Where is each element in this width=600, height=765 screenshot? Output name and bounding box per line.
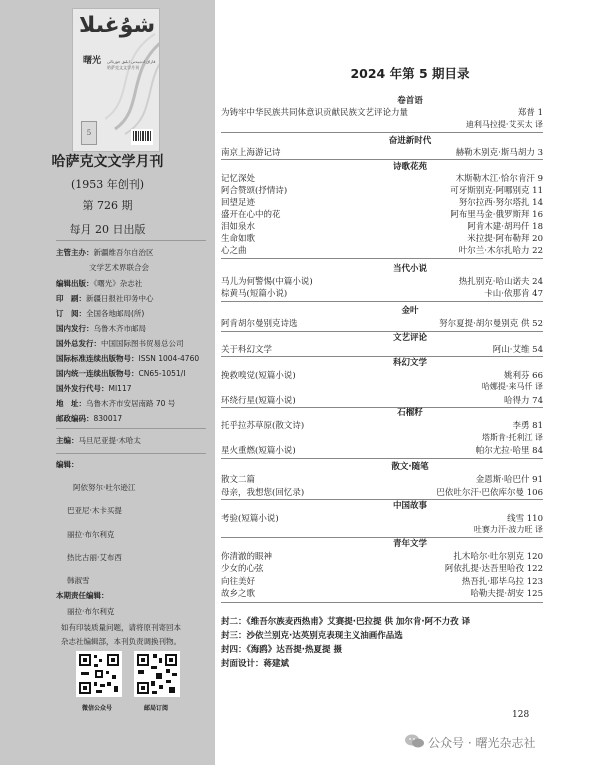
toc-entry[interactable] (221, 196, 543, 208)
toc-entry[interactable] (221, 106, 543, 118)
entry-title: 向往美好 (221, 577, 256, 587)
entry-title: 少女的心弦 (221, 564, 264, 574)
toc-entry[interactable] (221, 172, 543, 184)
entry-author-page: 阿布里马金·俄罗斯拜 16 (450, 210, 543, 220)
divider (56, 428, 206, 429)
cover-chinese-title: 曙光 (83, 56, 102, 66)
toc-entry[interactable] (221, 473, 543, 485)
entry-title: 考验(短篇小说) (221, 514, 279, 524)
divider (221, 258, 543, 259)
entry-author-page: 哈得力 74 (503, 396, 543, 406)
divider (221, 602, 543, 603)
cover-logo: شۇغىلا (79, 13, 156, 38)
toc-section-heading: 诗歌花苑 (392, 162, 427, 172)
toc-entry[interactable] (221, 419, 543, 431)
toc-entry[interactable] (221, 512, 543, 524)
info-line: 国内统一连续出版物号：CN65-1051/I (56, 369, 186, 378)
entry-author-page: 木斯勒木江·恰尔肯汗 9 (455, 174, 543, 184)
toc-entry[interactable] (221, 587, 543, 599)
entry-title: 为铸牢中华民族共同体意识贡献民族文艺评论力量 (221, 108, 409, 118)
entry-author-page: 扎木哈尔·吐尔别克 120 (453, 552, 543, 562)
entry-title: 挽救嗅觉(短篇小说) (221, 371, 296, 381)
entry-title: 环绕行星(短篇小说) (221, 396, 296, 406)
toc-title: 2024 年第 5 期目录 (350, 66, 470, 81)
entry-title: 回望足迹 (221, 198, 256, 208)
cover-credit: 封三：沙依兰别克·达英别克表现主义油画作品选 (221, 631, 403, 641)
entry-author-page: 李勇 81 (512, 421, 543, 431)
entry-title: 记忆深处 (221, 174, 256, 184)
entry-author-page: 金恩斯·哈巴什 91 (475, 475, 543, 485)
entry-author-page: 巴依吐尔汗·巴依库尔曼 106 (436, 488, 543, 498)
publication-schedule: 每月 20 日出版 (69, 223, 146, 236)
entry-title: 母亲，我想您(回忆录) (221, 488, 305, 498)
entry-title: 马儿为何警惕(中篇小说) (221, 277, 313, 287)
entry-author-page: 卡山·依那肯 47 (484, 289, 543, 299)
entry-title: 星火重燃(短篇小说) (221, 446, 296, 456)
toc-entry[interactable] (221, 486, 543, 498)
watermark-text: 公众号 · 曙光杂志社 (428, 736, 536, 750)
divider (56, 453, 206, 454)
entry-author-page: 米拉提·阿布勒拜 20 (467, 234, 543, 244)
cover-subtitle-line: قازاق ادەبيەتى ايلىق جۋرنالى (107, 59, 156, 64)
entry-title: 棕黄马(短篇小说) (221, 289, 288, 299)
entry-author-page: 线雪 110 (507, 514, 543, 524)
info-line: 国外总发行：中国国际图书贸易总公司 (56, 339, 184, 348)
toc-entry[interactable] (221, 287, 543, 299)
entry-title: 关于科幻文学 (221, 345, 273, 355)
qr-code-label: 邮局订阅 (144, 705, 169, 712)
toc-section-heading: 青年文学 (392, 539, 427, 549)
info-line: 文学艺术界联合会 (89, 263, 149, 272)
divider (221, 458, 543, 459)
entry-title: 你清澈的眼神 (221, 552, 273, 562)
entry-author-page: 哈勒夫提·胡安 125 (470, 589, 543, 599)
divider (221, 132, 543, 133)
entry-author-page: 热吾扎·耶毕乌拉 123 (461, 577, 543, 587)
notice-line: 如有印装质量问题，请将原刊寄回本 (61, 623, 181, 632)
issue-number: 第 726 期 (82, 199, 133, 212)
entry-title: 生命如歌 (221, 234, 256, 244)
toc-entry[interactable] (221, 184, 543, 196)
toc-section-heading: 科幻文学 (392, 358, 427, 368)
chief-editor: 主编：马旦尼亚提·木哈太 (56, 436, 141, 445)
cover-credit: 封面设计：蒋建斌 (221, 659, 290, 669)
cover-swirl-decoration (105, 29, 160, 139)
entry-author-page: 姚利芬 66 (503, 371, 543, 381)
entry-translator: 迪利马拉提·艾买太 译 (465, 120, 543, 129)
editor-name: 阿依努尔·吐尔逊江 (73, 483, 136, 492)
editors-heading: 编辑： (56, 460, 79, 469)
info-line: 主管主办：新疆维吾尔自治区 (56, 248, 154, 257)
magazine-title: 哈萨克文文学月刊 (51, 154, 164, 170)
entry-title: 盛开在心中的花 (221, 210, 281, 220)
info-line: 地 址：乌鲁木齐市安居南路 70 号 (56, 399, 176, 408)
entry-author-page: 努尔夏提·胡尔曼别克 供 52 (439, 319, 543, 329)
entry-title: 故乡之歌 (221, 589, 256, 599)
cover-subtitle-line: 哈萨克文文学月刊 (107, 65, 139, 70)
entry-title: 心之曲 (221, 246, 247, 256)
responsible-editor-name: 丽拉·布尔利克 (67, 607, 115, 616)
toc-entry[interactable] (221, 562, 543, 574)
divider (56, 240, 206, 241)
toc-section-heading: 卷首语 (397, 96, 423, 106)
entry-author-page: 阿肯木建·胡玛仟 18 (467, 222, 543, 232)
entry-title: 阿合赞颂(抒情诗) (221, 186, 288, 196)
qr-code-label: 微信公众号 (82, 705, 113, 712)
responsible-editor-heading: 本期责任编辑： (56, 591, 109, 600)
info-line: 国际标准连续出版物号：ISSN 1004-4760 (56, 354, 200, 363)
founded-year: (1953 年创刊) (70, 178, 145, 191)
toc-entry[interactable] (221, 275, 543, 287)
toc-entry[interactable] (221, 232, 543, 244)
toc-entry[interactable] (221, 394, 543, 406)
toc-section-heading: 文艺评论 (392, 333, 427, 343)
toc-entry[interactable] (221, 369, 543, 381)
editor-name: 丽拉·布尔利克 (67, 530, 115, 539)
editor-name: 热比古丽·艾布西 (67, 553, 122, 562)
entry-author-page: 郑普 1 (517, 108, 543, 118)
divider (221, 301, 543, 302)
masthead-column (0, 0, 215, 765)
editor-name: 巴亚尼·木卡买提 (67, 506, 122, 515)
entry-title: 南京上海游记诗 (221, 148, 281, 158)
entry-title: 阿肯胡尔曼别克诗选 (221, 319, 298, 329)
cover-credit: 封二：《维吾尔族麦西热甫》艾赛提·巴拉提 供 加尔肯·阿不力孜 译 (221, 617, 471, 627)
info-line: 邮政编码：830017 (56, 414, 123, 423)
toc-section-heading: 金叶 (401, 306, 419, 316)
entry-translator: 吐赛力汗·波力旺 译 (473, 525, 543, 534)
post-subscription-qr-code-icon (134, 651, 180, 697)
toc-section-heading: 石榴籽 (397, 408, 423, 418)
entry-title: 泪如泉水 (221, 222, 256, 232)
cover-issue-badge: 5 (81, 121, 97, 145)
toc-section-heading: 奋进新时代 (388, 136, 432, 146)
editor-name: 韩淑雪 (67, 576, 90, 585)
toc-entry[interactable] (221, 343, 543, 355)
entry-author-page: 努尔拉西·努尔塔扎 14 (458, 198, 543, 208)
entry-author-page: 赫勒木别克·斯马胡力 3 (455, 148, 543, 158)
toc-section-heading: 当代小说 (392, 264, 427, 274)
wechat-qr-code-icon (76, 651, 122, 697)
entry-translator: 塔斯肯·托利江 译 (481, 433, 543, 442)
info-line: 订 阅：全国各地邮局(所) (56, 309, 145, 318)
toc-entry[interactable] (221, 550, 543, 562)
entry-author-page: 热扎别克·哈山诺夫 24 (458, 277, 543, 287)
cover-thumbnail (72, 8, 160, 152)
info-line: 印 刷：新疆日报社印务中心 (56, 294, 154, 303)
notice-line: 杂志社编辑部，本刊负责调换刊物。 (61, 637, 181, 646)
toc-entry[interactable] (221, 244, 543, 256)
entry-author-page: 叶尔兰·木尔扎哈力 22 (458, 246, 543, 256)
info-line: 国外发行代号：MI117 (56, 384, 132, 393)
cover-credit: 封四：《海鸥》达吾提·热夏提 摄 (221, 645, 342, 655)
toc-entry[interactable] (221, 146, 543, 158)
entry-translator: 哈娜提·来马仟 译 (481, 382, 543, 391)
entry-author-page: 可牙斯别克·阿哪别克 11 (450, 186, 543, 196)
barcode-icon (131, 129, 153, 145)
toc-section-heading: 中国故事 (392, 501, 427, 511)
toc-entry[interactable] (221, 220, 543, 232)
entry-author-page: 阿山·艾维 54 (492, 345, 543, 355)
toc-entry[interactable] (221, 444, 543, 456)
info-line: 编辑出版：《曙光》杂志社 (56, 279, 143, 288)
wechat-icon (404, 733, 426, 749)
info-line: 国内发行：乌鲁木齐市邮局 (56, 324, 146, 333)
toc-entry[interactable] (221, 575, 543, 587)
entry-title: 托乎拉苏草原(散文诗) (221, 421, 305, 431)
toc-entry[interactable] (221, 208, 543, 220)
toc-entry[interactable] (221, 317, 543, 329)
entry-author-page: 帕尔尤拉·哈里 84 (475, 446, 543, 456)
entry-author-page: 阿依扎提·达吾里哈孜 122 (444, 564, 543, 574)
toc-section-heading: 散文·随笔 (391, 462, 429, 472)
entry-title: 散文二篇 (221, 475, 256, 485)
page-number: 128 (512, 710, 530, 720)
